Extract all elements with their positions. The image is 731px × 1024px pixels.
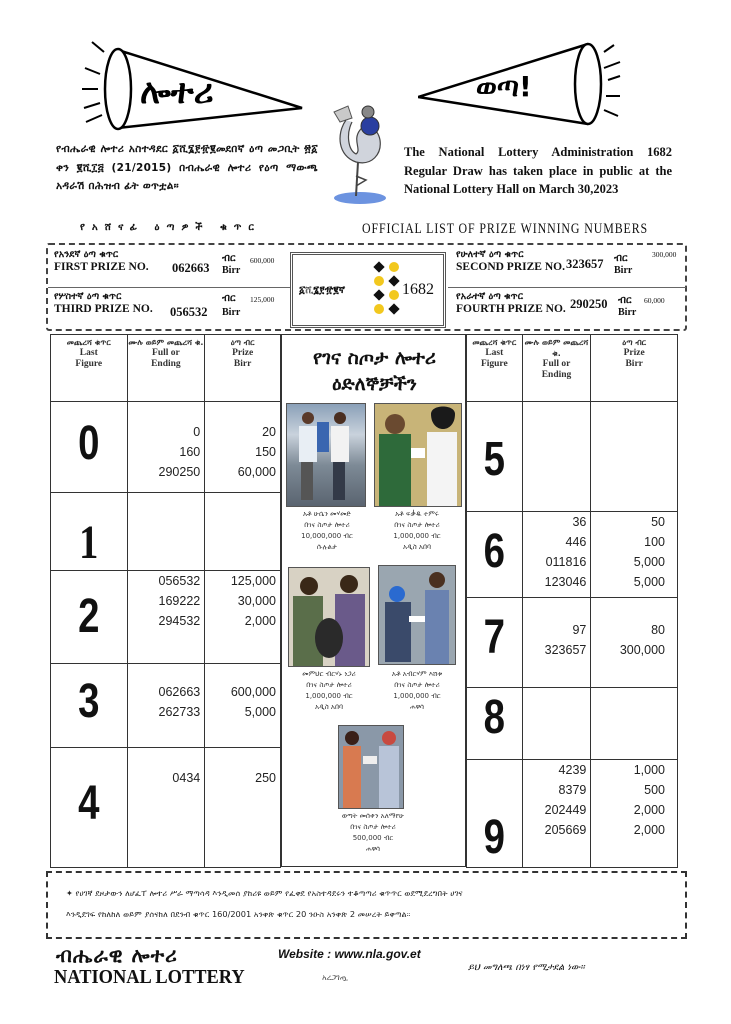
prize-amount: 100 <box>644 535 665 549</box>
table-row <box>51 402 281 493</box>
header-last-figure-en1: Last <box>79 348 98 358</box>
table-row <box>51 748 281 868</box>
header-last-figure <box>51 335 128 402</box>
prize-amount: 50 <box>651 515 665 529</box>
third-prize-amount: 125,000 <box>250 295 275 304</box>
people-handshake-icon <box>339 726 404 809</box>
header-prize-en2: Birr <box>233 359 252 369</box>
numbers-cell <box>522 402 591 512</box>
winner-amount: 1,000,000 ብር <box>305 692 353 700</box>
winning-number: 8379 <box>558 783 587 797</box>
winning-number: 062663 <box>158 685 201 699</box>
signature-text: አረጋገጧ <box>322 973 348 982</box>
header-full-or-ending-en2: Ending <box>151 359 181 369</box>
winner-lottery: በገና ስጦታ ሎተሪ <box>304 521 350 529</box>
website-link[interactable]: Website : www.nla.gov.et <box>278 947 421 961</box>
prize-amount: 2,000 <box>244 614 276 628</box>
winning-number: 202449 <box>544 803 587 817</box>
people-handshake-icon <box>287 404 366 507</box>
second-prize-amount: 300,000 <box>652 250 677 259</box>
digit-cell <box>51 402 128 493</box>
prizes-cell <box>205 493 281 571</box>
header-full-or-ending <box>127 335 205 402</box>
last-figure-digit: 0 <box>78 417 100 470</box>
numbers-cell <box>522 688 591 760</box>
winner-caption-3 <box>284 669 374 713</box>
banner-divider-left <box>48 287 290 288</box>
winner-name: አቶ ፍቃዱ ተምሩ <box>395 510 439 518</box>
header-prize-am: ዕጣ ብር <box>622 338 647 347</box>
winner-city: ሐዋሳ <box>365 845 381 853</box>
first-prize-number: 062663 <box>172 261 210 275</box>
prizes-cell <box>205 402 281 493</box>
winner-photo-2 <box>374 403 462 507</box>
people-handshake-icon <box>375 404 462 507</box>
numbers-cell <box>127 402 205 493</box>
winner-name: አቶ አብርሃም እሸቱ <box>391 670 443 678</box>
winner-name: መምህር ብርሃኑ ነጋሪ <box>302 670 356 678</box>
prizes-cell <box>591 402 678 512</box>
winner-caption-2 <box>372 509 462 553</box>
third-prize-birr-en: Birr <box>222 307 241 318</box>
second-prize-label-en: SECOND PRIZE NO. <box>456 261 565 273</box>
numbers-cell <box>522 512 591 598</box>
prizes-cell <box>591 760 678 868</box>
prize-amount: 2,000 <box>633 823 665 837</box>
second-prize-number: 323657 <box>566 257 604 271</box>
prize-amount: 60,000 <box>237 465 276 479</box>
winner-lottery: በገና ስጦታ ሎተሪ <box>394 681 440 689</box>
draw-label-amharic: ፩ሺ፮፻፹፪ኛ <box>299 285 346 296</box>
winner-amount: 1,000,000 ብር <box>393 532 441 540</box>
digit-cell <box>467 402 523 512</box>
table-row <box>51 571 281 664</box>
winning-number: 4239 <box>558 763 587 777</box>
table-row <box>51 664 281 748</box>
third-prize-birr-am: ብር <box>222 293 236 304</box>
last-figure-digit: 9 <box>483 811 506 864</box>
legal-notice-box <box>46 871 687 939</box>
prize-amount: 2,000 <box>633 803 665 817</box>
header-full-or-ending-en2: Ending <box>541 370 572 380</box>
winning-number: 0 <box>193 425 201 439</box>
winner-caption-4 <box>372 669 462 713</box>
official-list-english: OFFICIAL LIST OF PRIZE WINNING NUMBERS <box>362 221 649 237</box>
legal-notice-line1: ✦ የሀገኛ ደዞታውን ለሆፈፐ ሎተሪ ሥራ ማጣሳዳ እንዲመሰ ያከሪዩ ወይም የፈቀደ የአስተዳደሩን ተቆጣጣሪ ቁጥጥር ወደሚደረግበት ሀገና <box>66 888 463 898</box>
table-row <box>467 512 678 598</box>
winning-number: 205669 <box>544 823 587 837</box>
prize-amount: 5,000 <box>244 705 276 719</box>
header-last-figure <box>467 335 523 402</box>
winner-caption-1 <box>282 509 372 553</box>
prize-amount: 600,000 <box>230 685 276 699</box>
first-prize-birr-am: ብር <box>222 253 236 264</box>
winner-amount: 1,000,000 ብር <box>393 692 441 700</box>
lottery-bird-logo <box>326 100 398 208</box>
legal-notice-line2: እንዲደገፍ የከለከለ ወይም ያሰናከለ በደንብ ቁጥር 160/2001 አንቀጽ ቁጥር 20 ንዑስ አንቀጽ 2 መሠረት ይቀጣል። <box>66 909 411 919</box>
third-prize-label-am: የሦስተኛ ዕጣ ቁጥር <box>54 291 122 302</box>
winner-caption-5 <box>328 811 418 855</box>
header-full-or-ending <box>522 335 591 402</box>
winner-city: አዲስ አበባ <box>402 543 432 551</box>
first-prize-box <box>54 249 290 285</box>
first-prize-label-am: የአንደኛ ዕጣ ቁጥር <box>54 249 119 260</box>
winner-photo-1 <box>286 403 366 507</box>
digit-cell <box>467 598 523 688</box>
people-handshake-icon <box>379 566 456 665</box>
numbers-cell <box>522 598 591 688</box>
header-full-or-ending-am: ሙሉ ወይም መጨረሻ ቁ. <box>128 338 204 347</box>
digit-cell <box>51 748 128 868</box>
header-prize <box>591 335 678 402</box>
digit-cell <box>467 688 523 760</box>
prizes-cell <box>205 571 281 664</box>
winner-lottery: በገና ስጦታ ሎተሪ <box>350 823 396 831</box>
megaphone-right-graphic <box>418 40 653 130</box>
header-last-figure-am: መጨረሻ ቁጥር <box>472 338 517 347</box>
winner-city: ሐዋሳ <box>409 703 425 711</box>
header-last-figure-en1: Last <box>485 348 504 358</box>
fourth-prize-birr-am: ብር <box>618 295 632 306</box>
header-last-figure-en2: Figure <box>480 359 508 369</box>
draw-number-badge <box>290 252 446 328</box>
table-row <box>467 598 678 688</box>
fourth-prize-label-en: FOURTH PRIZE NO. <box>456 303 566 315</box>
prize-amount: 1,000 <box>633 763 665 777</box>
first-prize-label-en: FIRST PRIZE NO. <box>54 261 149 273</box>
megaphone-icon <box>418 40 653 130</box>
right-results-table <box>466 334 678 868</box>
fourth-prize-label-am: የአራተኛ ዕጣ ቁጥር <box>456 291 523 302</box>
winner-city: አዲስ አበባ <box>314 703 344 711</box>
winner-amount: 500,000 ብር <box>352 834 394 842</box>
third-prize-number: 056532 <box>170 305 208 319</box>
digit-cell <box>467 512 523 598</box>
winning-number: 262733 <box>158 705 201 719</box>
last-figure-digit: 8 <box>483 691 506 744</box>
free-distribution-note: ይህ መግለጫ በነፃ የሚታደል ነው። <box>468 962 585 973</box>
winning-number: 446 <box>565 535 587 549</box>
digit-cell <box>467 760 523 868</box>
first-prize-amount: 600,000 <box>250 256 275 265</box>
header-full-or-ending-en1: Full or <box>152 348 180 358</box>
prize-amount: 500 <box>644 783 665 797</box>
winning-number: 323657 <box>544 643 587 657</box>
first-prize-birr-en: Birr <box>222 265 241 276</box>
winners-title-line1: የገና ስጦታ ሎተሪ <box>312 347 437 369</box>
winning-number: 97 <box>572 623 587 637</box>
digit-cell <box>51 493 128 571</box>
prize-amount: 150 <box>255 445 276 459</box>
winners-panel-title <box>282 345 467 397</box>
winner-name: ወጣት መሰቀን አለማየሁ <box>341 812 405 820</box>
last-figure-digit: 3 <box>78 675 100 728</box>
table-row <box>51 493 281 571</box>
winner-photo-5 <box>338 725 404 809</box>
last-figure-digit: 1 <box>79 516 99 569</box>
fourth-prize-amount: 60,000 <box>644 296 665 305</box>
numbers-cell <box>127 493 205 571</box>
prize-amount: 20 <box>262 425 276 439</box>
intro-amharic: የብሔራዊ ሎተሪ አስተዳደር ፩ሺ፮፻፹፪መደበኛ ዕጣ መጋቢት ፳፩ ቀን ፪ሺ፲፭ (21/2015) በብሔራዊ ሎተሪ የዕጣ ማውጫ አዳራሽ በሕዝብ ፊት ወጥቷል። <box>56 143 318 192</box>
winning-number: 056532 <box>158 574 201 588</box>
header-last-figure-am: መጨረሻ ቁጥር <box>66 338 111 347</box>
second-prize-birr-en: Birr <box>614 265 633 276</box>
winning-number: 290250 <box>158 465 201 479</box>
numbers-cell <box>127 748 205 868</box>
table-row <box>467 402 678 512</box>
header-prize-en2: Birr <box>625 359 643 369</box>
last-figure-digit: 6 <box>483 525 506 578</box>
footer-brand-english: NATIONAL LOTTERY <box>54 966 245 988</box>
winning-number: 011816 <box>545 555 587 569</box>
prize-amount: 125,000 <box>230 574 276 588</box>
header-prize <box>205 335 281 402</box>
prizes-cell <box>205 748 281 868</box>
table-row <box>467 688 678 760</box>
bird-emblem-icon <box>326 100 398 208</box>
fourth-prize-box <box>456 291 686 327</box>
megaphone-left-text: ሎተሪ <box>140 72 214 112</box>
winning-number: 294532 <box>158 614 201 628</box>
second-prize-box <box>456 249 686 285</box>
fourth-prize-birr-en: Birr <box>618 307 637 318</box>
prize-amount: 80 <box>651 623 665 637</box>
header-last-figure-en2: Figure <box>75 359 103 369</box>
prize-amount: 5,000 <box>633 575 665 589</box>
header-prize-en1: Prize <box>623 348 645 358</box>
numbers-cell <box>522 760 591 868</box>
intro-english: The National Lottery Administration 1682 Regular Draw has taken place in public at the National Lottery Hall on March 30,2023 <box>404 145 672 196</box>
winning-number: 160 <box>179 445 201 459</box>
megaphone-right-text: ወጣ! <box>476 70 532 103</box>
prize-amount: 300,000 <box>619 643 665 657</box>
winner-photo-3 <box>288 567 370 667</box>
winner-lottery: በገና ስጦታ ሎተሪ <box>394 521 440 529</box>
numbers-cell <box>127 571 205 664</box>
last-figure-digit: 5 <box>483 433 506 486</box>
winners-title-line2: ዕድለኞቻችን <box>332 373 417 395</box>
third-prize-box <box>54 291 290 327</box>
winning-number: 0434 <box>172 771 201 785</box>
header-full-or-ending-en1: Full or <box>542 359 571 369</box>
numbers-cell <box>127 664 205 748</box>
last-figure-digit: 4 <box>78 777 100 830</box>
official-list-amharic: የአሸናፊ ዕጣዎች ቁጥር <box>80 222 261 233</box>
christmas-winners-panel <box>281 334 466 867</box>
people-handshake-icon <box>289 568 370 667</box>
digit-cell <box>51 664 128 748</box>
digit-cell <box>51 571 128 664</box>
third-prize-label-en: THIRD PRIZE NO. <box>54 303 153 315</box>
winning-number: 169222 <box>158 594 201 608</box>
winning-number: 36 <box>572 515 587 529</box>
draw-number: 1682 <box>402 281 434 298</box>
fourth-prize-number: 290250 <box>570 297 608 311</box>
header-full-or-ending-am: ሙሉ ወይም መጨረሻ ቁ. <box>524 338 589 358</box>
prizes-cell <box>591 512 678 598</box>
prize-amount: 250 <box>255 771 276 785</box>
winner-lottery: በገና ስጦታ ሎተሪ <box>306 681 352 689</box>
header-prize-am: ዕጣ ብር <box>230 338 255 347</box>
prizes-cell <box>205 664 281 748</box>
winner-name: አቶ ሁሴን መሃመድ <box>302 510 352 518</box>
prize-amount: 30,000 <box>237 594 276 608</box>
footer-brand-amharic: ብሔራዊ ሎተሪ <box>56 943 178 967</box>
prize-amount: 5,000 <box>633 555 665 569</box>
last-figure-digit: 2 <box>78 590 100 643</box>
winner-amount: 10,000,000 ብር <box>301 532 353 540</box>
legal-notice-text <box>66 883 676 925</box>
left-results-table <box>50 334 281 868</box>
second-prize-label-am: የሁለተኛ ዕጣ ቁጥር <box>456 249 524 260</box>
prizes-cell <box>591 598 678 688</box>
second-prize-birr-am: ብር <box>614 253 628 264</box>
prizes-cell <box>591 688 678 760</box>
banner-divider-right <box>448 287 686 288</box>
header-prize-en1: Prize <box>232 348 254 358</box>
diamond-pattern-icon <box>373 261 401 323</box>
winner-photo-4 <box>378 565 456 665</box>
last-figure-digit: 7 <box>483 611 506 664</box>
winning-number: 123046 <box>544 575 587 589</box>
table-row <box>467 760 678 868</box>
winner-city: ሱሉልታ <box>316 543 338 551</box>
